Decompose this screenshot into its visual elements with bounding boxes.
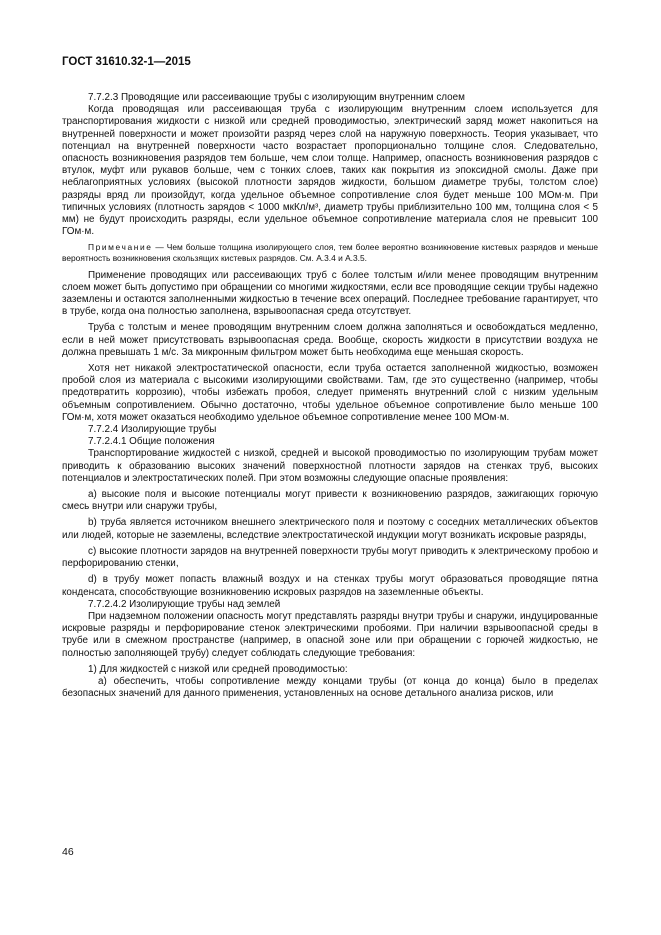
body-paragraph: Применение проводящих или рассеивающих труб с более толстым и/или менее проводящим внутренним слоем может быть допустимо при обращении со многими жидкостями, если все проводящие секции трубы надежно заземлены и остаются заполненными жидкостью в течение всех операций. Последнее требование гарантирует, что в трубе, когда она полностью заполнена, взрывоопасная среда отсутствует. (62, 269, 598, 318)
note-text: — Чем больше толщина изолирующего слоя, тем более вероятно возникновение кистевых разрядов и меньше вероятность возникновения скользящих кистевых разрядов. См. А.3.4 и А.3.5. (62, 242, 598, 264)
body-paragraph: Когда проводящая или рассеивающая труба с изолирующим внутренним слоем используется для транспортирования жидкости с низкой или средней проводимостью, электрический заряд может накопиться на внутренней поверхности и может произойти разряд через слой на наружную поверхность. Теория указывает, что потенциал на внутренней поверхности часто возрастает пропорционально толщине слоя. Следовательно, опасность возникновения разрядов тем больше, чем слои толще. Например, опасность возникновения разрядов с втулок, муфт или рукавов больше, чем с тонких слоев, таких как покрытия из эпоксидной смолы. Даже при неблагоприятных условиях (высокой плотности зарядов жидкости, большом диаметре трубы, толстом слое) разряды вряд ли произойдут, когда удельное объемное сопротивление слоя будет меньше 100 МОм·м. При типичных условиях (плотность зарядов < 1000 мкКл/м³, диаметр трубы приблизительно 100 мм, толщина слоя < 5 мм) не будут происходить разряды, если удельное объемное сопротивление материала слоя не превысит 100 ГОм·м. (62, 104, 598, 238)
document-body (62, 92, 598, 700)
note-paragraph (62, 242, 598, 263)
body-paragraph: Хотя нет никакой электростатической опасности, если труба остается заполненной жидкостью, возможен пробой слоя из материала с высокими изолирующими свойствами. Там, где это существенно (например, чтобы предотвратить коррозию), чтобы избежать пробоя, следует применять внутренний слой с низким удельным объемным сопротивлением. Обычно достаточно, чтобы удельное объемное сопротивление было меньше 100 ГОм·м, хотя может оказаться необходимо удельное объемное сопротивление менее 100 МОм·м. (62, 363, 598, 423)
body-paragraph: c) высокие плотности зарядов на внутренней поверхности трубы могут приводить к электрическому пробою и перфорированию стенки, (62, 545, 598, 570)
body-paragraph: 7.7.2.4 Изолирующие трубы (88, 424, 217, 436)
body-paragraph: 7.7.2.3 Проводящие или рассеивающие трубы с изолирующим внутренним слоем (88, 92, 465, 103)
body-paragraph: Транспортирование жидкостей с низкой, средней и высокой проводимостью по изолирующим трубам может приводить к образованию высоких значений поверхностной плотности зарядов на стенках труб, высоких потенциалов и электростатических полей. При этом возможны следующие опасные проявления: (62, 448, 598, 484)
body-paragraph: 1) Для жидкостей с низкой или средней проводимостью: (88, 663, 348, 675)
note-label: Примечание (88, 242, 153, 253)
body-paragraph: а) обеспечить, чтобы сопротивление между концами трубы (от конца до конца) было в пределах безопасных значений для данного применения, установленных на основе детального анализа рисков, или (62, 675, 598, 700)
document-header: ГОСТ 31610.32-1—2015 (62, 56, 191, 68)
page-number: 46 (62, 846, 74, 858)
body-paragraph: 7.7.2.4.2 Изолирующие трубы над землей (88, 598, 281, 610)
body-paragraph: d) в трубу может попасть влажный воздух и на стенках трубы могут образоваться проводящие пятна конденсата, способствующие возникновению искровых разрядов на заземленные объекты. (62, 574, 598, 598)
body-paragraph: 7.7.2.4.1 Общие положения (88, 436, 215, 448)
body-paragraph: При надземном положении опасность могут представлять разряды внутри трубы и снаружи, индуцированные искровые разряды и перфорирование стенок электрическими пробоями. При наличии взрывоопасной среды в трубе или в смежном пространстве (например, в опасной зоне или при обращении с горючей жидкостью, не полностью заполняющей трубу) следует соблюдать следующие требования: (62, 610, 598, 659)
body-paragraph: а) высокие поля и высокие потенциалы могут привести к возникновению разрядов, зажигающих горючую смесь внутри или снаружи трубы, (62, 489, 598, 513)
body-paragraph: b) труба является источником внешнего электрического поля и поэтому с соседних металлических объектов или людей, которые не заземлены, вследствие электростатической индукции могут возникать искровые разряды, (62, 517, 598, 541)
body-paragraph: Труба с толстым и менее проводящим внутренним слоем должна заполняться и освобождаться медленно, если в ней может присутствовать взрывоопасная среда. Вообще, скорость жидкости в присутствии воздуха не должна превышать 1 м/с. За микронным фильтром может быть необходима еще меньшая скорость. (62, 322, 598, 358)
